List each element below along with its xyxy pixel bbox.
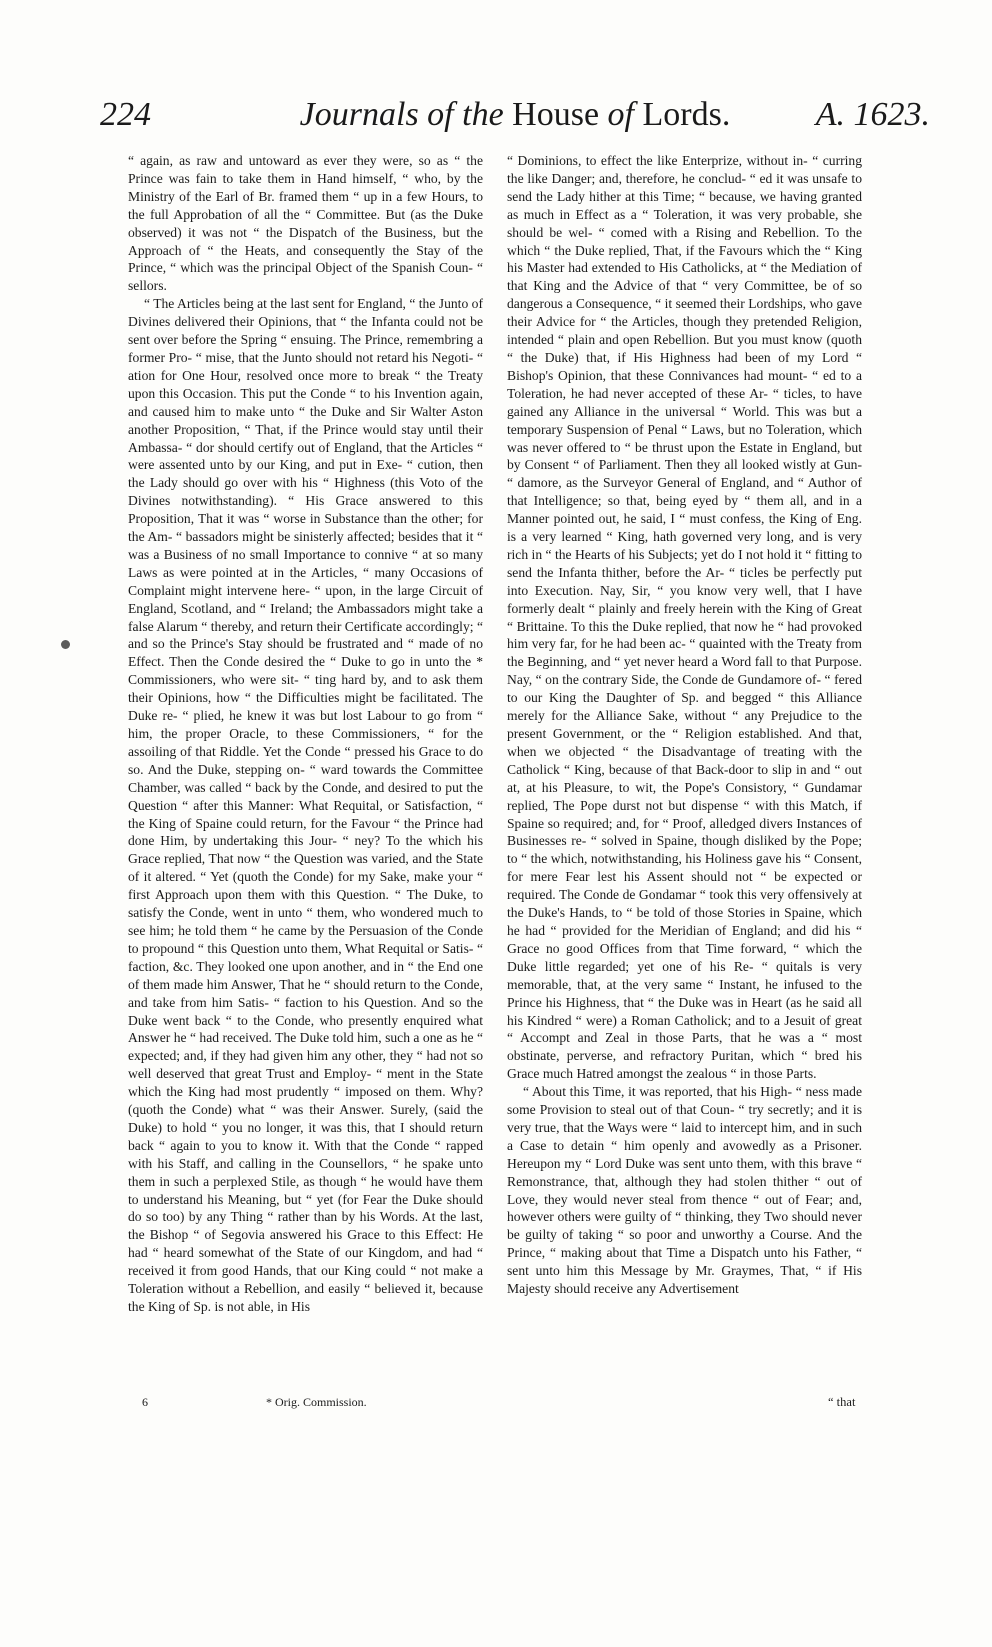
title-word-journals: Journals xyxy=(299,96,419,133)
footnote: * Orig. Commission. xyxy=(266,1395,367,1409)
right-column xyxy=(507,152,862,1298)
right-paragraph-1: “ Dominions, to effect the like Enterprize, without in- “ curring the like Danger; and, therefore, he conclud- “ ed it was unsafe to send the Lady hither at this Time; “ because, we having granted as much in Effect as a “ Toleration, it was very probable, she should be wel- “ comed with a Rising and Rebellion. To the which “ the Duke replied, That, if the Favours which the “ King his Master had extended to His Catholicks, at “ the Mediation of that King and the Advice of that “ very Committee, be of so dangerous a Consequence, “ it seemed their Lordships, who gave their Advice for “ the Articles, though they pretended Religion, intended “ plain and open Rebellion. But you must know (quoth “ the Duke) that, if His Highness had been of my Lord “ Bishop's Opinion, that these Connivances had mount- “ ed to a Toleration, he had never accepted of these Ar- “ ticles, to have gained any Alliance in the universal “ World. This was but a temporary Suspension of Penal “ Laws, but no Toleration, which was never offered to “ be thrust upon the Estate in England, but by Consent “ of Parliament. Then they all looked wistly at Gun- “ damore, as the Surveyor General of England, and “ Author of that Intelligence; so that, being eyed by “ them all, and in a Manner pointed out, he said, I “ must confess, the King of Eng. is a very learned “ King, hath governed very long, and is very rich in “ the Hearts of his Subjects; yet do I not hold it “ fitting to send the Infanta thither, before the Ar- “ ticles be perfectly put into Execution. Nay, Sir, “ you know very well, that I have formerly dealt “ plainly and freely herein with the King of Great “ Brittaine. To this the Duke replied, that now he “ had provoked him very far, for he had been ac- “ quainted with the Treaty from the Beginning, and “ yet never heard a Word fall to that Purpose. Nay, “ on the contrary Side, the Conde de Gundamore of- “ fered to our King the Daughter of Sp. and begged “ this Alliance merely for the Alliance Sake, without “ any Prejudice to the present Government, or the “ Religion established. And that, when we objected “ the Disadvantage of treating with the Catholick “ King, because of that Back-door to slip in and “ out at, at his Pleasure, to wit, the Pope's Consistory, “ Gundamar replied, The Pope durst not but dispense “ with this Match, if Spaine so required; and, for “ Proof, alledged divers Instances of Businesses re- “ solved in Spaine, though disliked by the Pope; to “ the which, notwithstanding, his Holiness gave his “ Consent, for mere Fear lest his Assent should not “ be expected or required. The Conde de Gondamar “ took this very offensively at the Duke's Hands, to “ be told of those Stories in Spaine, which he had “ provided for the Meridian of England; and did his “ Grace no good Offices from that Time forward, “ which the Duke little regarded; yet one of his Re- “ quitals is very memorable, that, at the very same “ Instant, he infused to the Prince his Highness, that “ the Duke was in Heart (as he said all his Kindred “ were) a Roman Catholick; and to a Jesuit of great “ Accompt and Zeal in those Parts, that he was a “ most obstinate, perverse, and refractory Puritan, which “ bred his Grace much Hatred amongst the zealous “ in those Parts. xyxy=(507,153,862,1082)
year-label: A. 1623. xyxy=(815,96,930,133)
running-title xyxy=(100,96,930,134)
right-paragraph-2: “ About this Time, it was reported, that his High- “ ness made some Provision to steal out of that Coun- “ try secretly; and it is very true, that the Ways were “ laid to intercept him, and in such a Case to detain “ him openly and avowedly as a Prisoner. Hereupon my “ Lord Duke was sent unto them, with this brave “ Remonstrance, that, although they had stolen thither “ out of Love, they would never steal from thence “ out of Fear; and, however others were guilty of “ thinking, they Two should never be guilty of taking “ so poor and unworthy a Course. And the Prince, “ making about that Time a Dispatch unto his Father, “ sent unto him this Message by Mr. Graymes, That, “ if His Majesty should receive any Advertisement xyxy=(507,1084,862,1297)
title-word-of-2: of xyxy=(599,96,643,133)
left-paragraph-2: “ The Articles being at the last sent for England, “ the Junto of Divines delivered their Opinions, that “ the Infanta could not be sent over before the Spring “ ensuing. The Prince, remembring a former Pro- “ mise, that the Junto should not retard his Negoti- “ ation for One Hour, resolved once more to break “ the Treaty upon this Occasion. This put the Conde “ to his Invention again, and caused him to make unto “ the Duke and Sir Walter Aston another Proposition, “ That, if the Prince would stay until their Ambassa- “ dor should certify out of England, that the Articles “ were assented unto by our King, and put in Exe- “ cution, then the Lady should go over with his “ Highness (this Voto of the Divines notwithstanding). “ His Grace answered to this Proposition, That it was “ worse in Substance than the other; for the Am- “ bassadors might be sinisterly affected; besides that it “ was a Business of no small Importance to connive “ at so many Laws as were pointed at in the Articles, “ many Occasions of Complaint might intervene here- “ upon, in the large Circuit of England, Scotland, and “ Ireland; the Ambassadors might take a false Alarum “ thereby, and return their Certificate accordingly; “ and so the Prince's Stay should be frustrated and “ made of no Effect. Then the Conde desired the “ Duke to go in unto the * Commissioners, who were sit- “ ting hard by, and to ask them their Opinions, how “ the Difficulties might be facilitated. The Duke re- “ plied, he knew it was but lost Labour to go from “ him, the proper Oracle, to these Commissioners, “ for the assoiling of that Riddle. Yet the Conde “ pressed his Grace to do so. And the Duke, stepping on- “ ward towards the Committee Chamber, was called “ back by the Conde, and desired to put the Question “ after this Manner: What Requital, or Satisfaction, “ the King of Spaine could return, for the Favour “ the Prince had done Him, by undertaking this Jour- “ ney? To the which his Grace replied, That now “ the Question was varied, and the State of it altered. “ Yet (quoth the Conde) for my Sake, make your “ first Approach upon them with this Question. “ The Duke, to satisfy the Conde, went in unto “ them, who wondered much to see him; he told them “ he came by the Persuasion of the Conde to propound “ this Question unto them, What Requital or Satis- “ faction, &c. They looked one upon another, and in “ the End one of them made him Answer, That he “ should return to the Conde, and take from him Satis- “ faction to his Question. And so the Duke went back “ to the Conde, who presently enquired what Answer he “ had received. The Duke told him, such a one as he “ expected; and, if they had given him any other, they “ had not so well deserved that great Trust and Employ- “ ment in the State which the King had most prudently “ imposed on them. Why? (quoth the Conde) what “ was their Answer. Surely, (said the Duke) to hold “ you no longer, it was this, that I should return back “ again to you to know it. With that the Conde “ rapped with his Staff, and calling in the Counsellors, “ he spake unto them in such a perplexed Stile, as though “ he would have them to understand his Meaning, but “ yet (for Fear the Duke should do so too) by any Thing “ rather than by his Words. At the last, the Bishop “ of Segovia answered his Grace to this Effect: He had “ heard somewhat of the State of our Kingdom, and had “ received it from good Hands, that our King could “ not make a Toleration without a Rebellion, and easily “ believed it, because the King of Sp. is not able, in His xyxy=(128,296,483,1314)
left-column xyxy=(128,152,483,1316)
title-word-lords: Lords. xyxy=(642,96,731,133)
title-word-of: of the xyxy=(418,96,513,133)
page-header xyxy=(100,96,930,144)
ink-mark xyxy=(61,640,70,649)
signature-mark: 6 xyxy=(142,1395,148,1409)
catchword: “ that xyxy=(828,1395,856,1409)
left-paragraph-1: “ again, as raw and untoward as ever they were, so as “ the Prince was fain to take them in Hand himself, “ who, by the Ministry of the Earl of Br. framed them “ up in a few Hours, to the full Approbation of all the “ Committee. But (as the Duke observed) it was not “ the Dispatch of the Business, but the Approach of “ the Heats, and consequently the Stay of the Prince, “ which was the principal Object of the Spanish Coun- “ sellors. xyxy=(128,153,483,294)
title-word-house: House xyxy=(512,96,600,133)
page-number: 224 xyxy=(100,96,151,133)
